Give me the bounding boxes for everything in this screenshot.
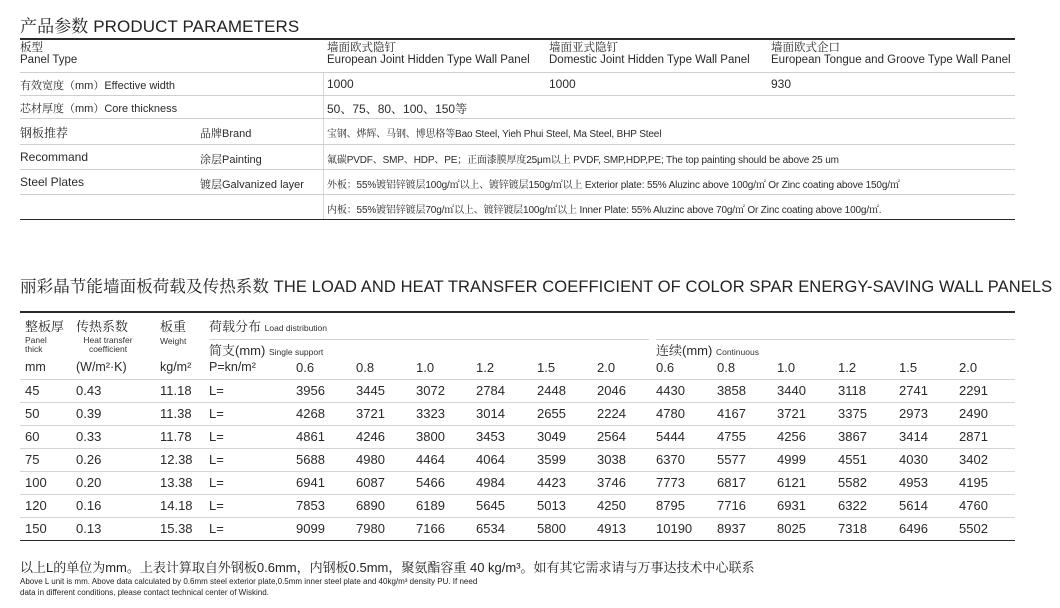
table-cell: 4913 [597,521,626,536]
table-cell: 6121 [777,475,806,490]
note-chinese: 以上L的单位为mm。上表计算取自外钢板0.6mm，内钢板0.5mm，聚氨酯容重 40 kg/m³。如有其它需求请与万事达技术中心联系 [20,560,755,575]
table-cell: 45 [25,383,40,398]
core-thickness-label: 芯材厚度（mm）Core thickness [20,103,178,115]
brand-row [20,119,1015,145]
table-cell: 6189 [416,498,445,513]
galvanized-inner-row [20,195,1015,220]
table-cell: 6496 [899,521,928,536]
span-header: 1.2 [838,360,857,375]
painting-value: 氟碳PVDF、SMP、HDP、PE；正面漆膜厚度25μm以上 PVDF, SMP,HDP,PE; The top painting should be above 25 um [327,155,839,166]
heat-header: 传热系数 [76,319,129,334]
galvanized-exterior-value: 外板：55%镀铝锌镀层100g/㎡以上、镀锌镀层150g/㎡以上 Exterior plate: 55% Aluzinc above 100g/㎡ Or Zinc coating above 150g/㎡ [327,180,900,191]
product-parameters-title: 产品参数 PRODUCT PARAMETERS [20,17,300,36]
table-cell: 4064 [476,452,505,467]
table-cell: 6322 [838,498,867,513]
single-support-header: 简支(mm) Single support [209,339,649,359]
table-cell: 4030 [899,452,928,467]
table-cell: 5688 [296,452,325,467]
table-cell: 6890 [356,498,385,513]
table-cell: 2291 [959,383,988,398]
painting-label: 涂层Painting [200,154,262,166]
table-cell: L= [209,498,224,513]
effective-width-value: 1000 [549,77,576,91]
header-row-1 [20,313,1015,335]
panel-type-row [20,40,1015,73]
table-cell: 4984 [476,475,505,490]
table-row [20,380,1015,403]
table-cell: 4250 [597,498,626,513]
table-cell: 6941 [296,475,325,490]
span-header: 1.0 [416,360,435,375]
table-cell: 7166 [416,521,445,536]
table-cell: 3402 [959,452,988,467]
table-cell: 4464 [416,452,445,467]
table-cell: 15.38 [160,521,193,536]
table-cell: 6370 [656,452,685,467]
table-cell: 4999 [777,452,806,467]
table-cell: 11.78 [160,429,192,444]
table-cell: L= [209,383,224,398]
table-cell: 6087 [356,475,385,490]
table-cell: 8937 [717,521,746,536]
table-cell: 3445 [356,383,385,398]
table-cell: 4167 [717,406,746,421]
table-cell: 4551 [838,452,867,467]
product-european-hidden: 墙面欧式隐钉 European Joint Hidden Type Wall Panel [327,42,530,66]
table-row [20,518,1015,540]
header-row-2 [20,335,1015,357]
table-cell: 5614 [899,498,928,513]
table-row [20,495,1015,518]
note-english-line2: data in different conditions, please contact technical center of Wiskind. [20,588,269,597]
table-cell: 2224 [597,406,626,421]
table-row [20,426,1015,449]
effective-width-label: 有效宽度（mm）Effective width [20,80,176,92]
span-header: 1.0 [777,360,796,375]
galvanized-exterior-row [20,170,1015,195]
table-cell: 3049 [537,429,566,444]
brand-label: 品牌Brand [200,128,252,140]
table-cell: 2655 [537,406,566,421]
table-cell: 3440 [777,383,806,398]
effective-width-value: 930 [771,77,792,91]
panel-type-label: 板型 Panel Type [20,42,78,66]
span-header: 0.8 [717,360,736,375]
table-cell: 4780 [656,406,685,421]
table-cell: 3800 [416,429,445,444]
table-row [20,472,1015,495]
continuous-header: 连续(mm) Continuous [656,339,1015,359]
table-cell: 8025 [777,521,806,536]
table-cell: 4195 [959,475,988,490]
steel-plates-label: Steel Plates [20,175,85,189]
table-cell: 2973 [899,406,928,421]
table-cell: 5577 [717,452,746,467]
table-cell: 5466 [416,475,445,490]
table-cell: 13.38 [160,475,193,490]
table-cell: 7980 [356,521,385,536]
span-header: 2.0 [959,360,978,375]
table-cell: 7773 [656,475,685,490]
table-cell: 6534 [476,521,505,536]
table-cell: L= [209,452,224,467]
span-header: 0.6 [296,360,315,375]
table-cell: 0.16 [76,498,102,513]
table-cell: 2741 [899,383,928,398]
galvanized-inner-value: 内板：55%镀铝锌镀层70g/㎡以上、镀锌镀层100g/㎡以上 Inner Plate: 55% Aluzinc above 70g/㎡ Or Zinc coating above 100g/㎡. [327,205,882,216]
table-cell: 4430 [656,383,685,398]
table-cell: 2448 [537,383,566,398]
table-cell: 3453 [476,429,505,444]
table-cell: 10190 [656,521,693,536]
product-domestic-hidden: 墙面亚式隐钉 Domestic Joint Hidden Type Wall Panel [549,42,750,66]
painting-row [20,145,1015,170]
table-cell: 11.38 [160,406,192,421]
table-cell: 5800 [537,521,566,536]
table-cell: 0.13 [76,521,102,536]
table-cell: 4861 [296,429,325,444]
core-thickness-row [20,96,1015,119]
header-row-3 [20,357,1015,380]
table-cell: 3867 [838,429,867,444]
table-cell: 6817 [717,475,746,490]
table-cell: 75 [25,452,40,467]
table-cell: 4246 [356,429,385,444]
span-header: 2.0 [597,360,616,375]
table-cell: 4256 [777,429,806,444]
table-cell: 100 [25,475,47,490]
table-row [20,449,1015,472]
heat-unit: (W/m²·K) [76,360,127,374]
table-cell: 50 [25,406,40,421]
weight-subheader: Weight [160,336,187,346]
table-cell: 120 [25,498,47,513]
table-cell: 3038 [597,452,626,467]
span-header: 0.6 [656,360,675,375]
steel-recommend-label: 钢板推荐 [20,126,69,140]
table-cell: 0.43 [76,383,102,398]
table-cell: 3721 [356,406,385,421]
table-cell: 0.39 [76,406,102,421]
table-cell: 4423 [537,475,566,490]
table-cell: L= [209,521,224,536]
table-cell: 0.20 [76,475,102,490]
table-cell: L= [209,475,224,490]
load-header: 荷载分布 Load distribution [209,319,328,334]
table-cell: 7853 [296,498,325,513]
weight-header: 板重 [160,319,187,334]
table-cell: 3014 [476,406,505,421]
table-cell: 2784 [476,383,505,398]
effective-width-value: 1000 [327,77,354,91]
table-cell: 3118 [838,383,866,398]
table-cell: 5502 [959,521,988,536]
thick-unit: mm [25,360,46,374]
product-european-tongue-groove: 墙面欧式企口 European Tongue and Groove Type Wall Panel [771,42,1011,66]
table-cell: 5645 [476,498,505,513]
table-cell: 2564 [597,429,626,444]
table-cell: 3375 [838,406,867,421]
table-cell: 2046 [597,383,626,398]
brand-value: 宝钢、烨辉、马钢、博思格等Bao Steel, Yieh Phui Steel, Ma Steel, BHP Steel [327,129,662,140]
heat-subheader: Heat transfer coefficient [83,335,133,354]
load-data-body [20,380,1015,540]
table-cell: L= [209,406,224,421]
core-thickness-value: 50、75、80、100、150等 [327,102,468,116]
table-cell: 3072 [416,383,445,398]
table-cell: 5444 [656,429,685,444]
span-header: 1.5 [537,360,556,375]
span-header: 1.2 [476,360,495,375]
table-cell: 2871 [959,429,988,444]
table-cell: 4268 [296,406,325,421]
table-cell: 3599 [537,452,566,467]
thick-header: 整板厚 [25,319,65,334]
weight-unit: kg/m² [160,360,192,374]
table-cell: 6931 [777,498,806,513]
load-heat-transfer-title: 丽彩晶节能墙面板荷载及传热系数 THE LOAD AND HEAT TRANSFER COEFFICIENT OF COLOR SPAR ENERGY-SAVING WALL PANELS [20,278,1053,296]
galvanized-label: 镀层Galvanized layer [200,179,304,191]
table-cell: 9099 [296,521,325,536]
table-cell: 11.18 [160,383,192,398]
table-cell: 5582 [838,475,867,490]
p-label: P=kn/m² [209,360,256,374]
table-cell: 4760 [959,498,988,513]
table-cell: 3858 [717,383,746,398]
load-heat-transfer-table [20,311,1015,541]
span-header: 1.5 [899,360,918,375]
table-cell: 3414 [899,429,928,444]
note-english-line1: Above L unit is mm. Above data calculated by 0.6mm steel exterior plate,0.5mm inner steel plate and 40kg/m³ density PU. If need [20,577,478,586]
table-cell: 7716 [717,498,746,513]
table-cell: 4755 [717,429,746,444]
table-cell: 4980 [356,452,385,467]
table-cell: 0.26 [76,452,102,467]
span-header: 0.8 [356,360,375,375]
table-cell: 5013 [537,498,566,513]
table-cell: 150 [25,521,47,536]
table-cell: 3956 [296,383,325,398]
table-cell: 3721 [777,406,806,421]
table-cell: 14.18 [160,498,193,513]
table-cell: 12.38 [160,452,193,467]
recommand-label: Recommand [20,150,89,164]
product-parameters-table [20,38,1015,220]
table-cell: 2490 [959,406,988,421]
table-cell: 3746 [597,475,626,490]
table-cell: 0.33 [76,429,102,444]
table-row [20,403,1015,426]
effective-width-row [20,73,1015,96]
table-cell: 60 [25,429,40,444]
thick-subheader: Panel thick [25,335,47,354]
table-cell: 8795 [656,498,685,513]
table-cell: 7318 [838,521,867,536]
table-cell: 3323 [416,406,445,421]
table-cell: 4953 [899,475,928,490]
table-cell: L= [209,429,224,444]
